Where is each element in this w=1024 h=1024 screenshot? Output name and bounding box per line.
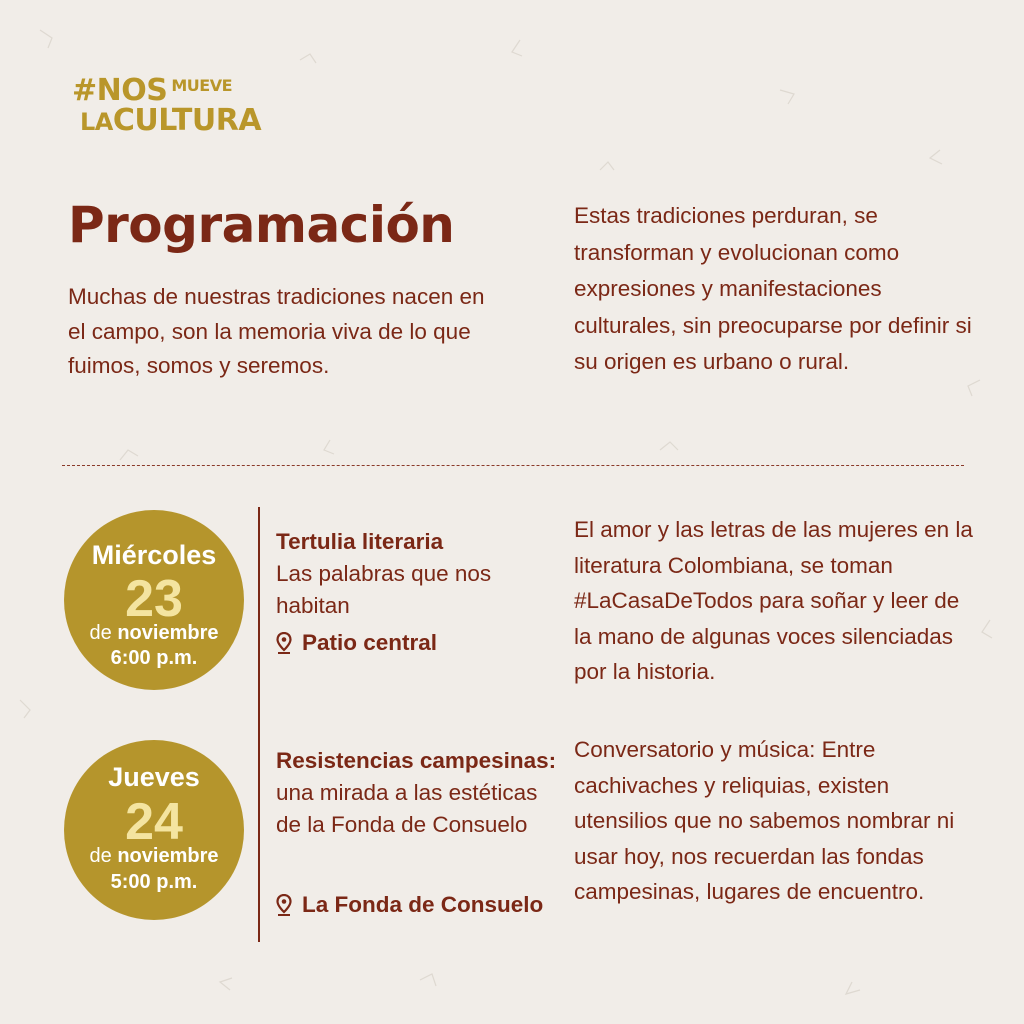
- date-time: 6:00 p.m.: [110, 647, 198, 669]
- date-badge-1: [64, 510, 244, 690]
- event-subtitle: una mirada a las estéticas de la Fonda de Consuelo: [276, 780, 538, 837]
- date-number: 24: [125, 793, 183, 851]
- date-badge-2: [64, 740, 244, 920]
- page-title: Programación: [68, 196, 455, 254]
- date-day: Miércoles: [91, 540, 217, 570]
- event-subtitle: Las palabras que nos habitan: [276, 561, 492, 618]
- date-day: Jueves: [108, 762, 200, 792]
- location-pin-icon: [276, 894, 292, 916]
- timeline-line: [258, 507, 260, 942]
- logo: [72, 73, 262, 138]
- event-1-location: [276, 630, 437, 656]
- intro-left-text: Muchas de nuestras tradiciones nacen en el campo, son la memoria viva de lo que fuimos, somos y seremos.: [68, 284, 485, 378]
- location-label: Patio central: [302, 630, 438, 655]
- dashed-divider: [62, 465, 964, 466]
- date-time: 5:00 p.m.: [110, 871, 198, 893]
- date-month: de noviembre: [89, 622, 219, 644]
- event-title: Tertulia literaria: [276, 529, 444, 554]
- logo-small-word: MUEVE: [171, 76, 233, 95]
- event-2-location: [276, 892, 543, 918]
- date-number: 23: [125, 570, 183, 628]
- event-1-info: [276, 526, 546, 622]
- logo-hash-word: #NOS: [72, 73, 168, 108]
- location-pin-icon: [276, 632, 292, 654]
- date-month: de noviembre: [89, 845, 219, 867]
- event-1-description: El amor y las letras de las mujeres en la literatura Colombiana, se toman #LaCasaDeTodos para soñar y leer de la mano de algunas voces silenciadas por la historia.: [574, 517, 973, 684]
- location-label: La Fonda de Consuelo: [302, 892, 544, 917]
- intro-right-text: Estas tradiciones perduran, se transforman y evolucionan como expresiones y manifestaciones culturales, sin preocuparse por definir si su origen es urbano o rural.: [574, 203, 972, 374]
- event-2-description: Conversatorio y música: Entre cachivaches y reliquias, existen utensilios que no sabemos nombrar ni usar hoy, nos recuerdan las fondas campesinas, lugares de encuentro.: [574, 737, 955, 904]
- logo-line2-a: LA: [80, 108, 113, 136]
- logo-line2-b: CULTURA: [112, 103, 262, 138]
- event-2-info: [276, 745, 561, 841]
- event-title: Resistencias campesinas:: [276, 748, 557, 773]
